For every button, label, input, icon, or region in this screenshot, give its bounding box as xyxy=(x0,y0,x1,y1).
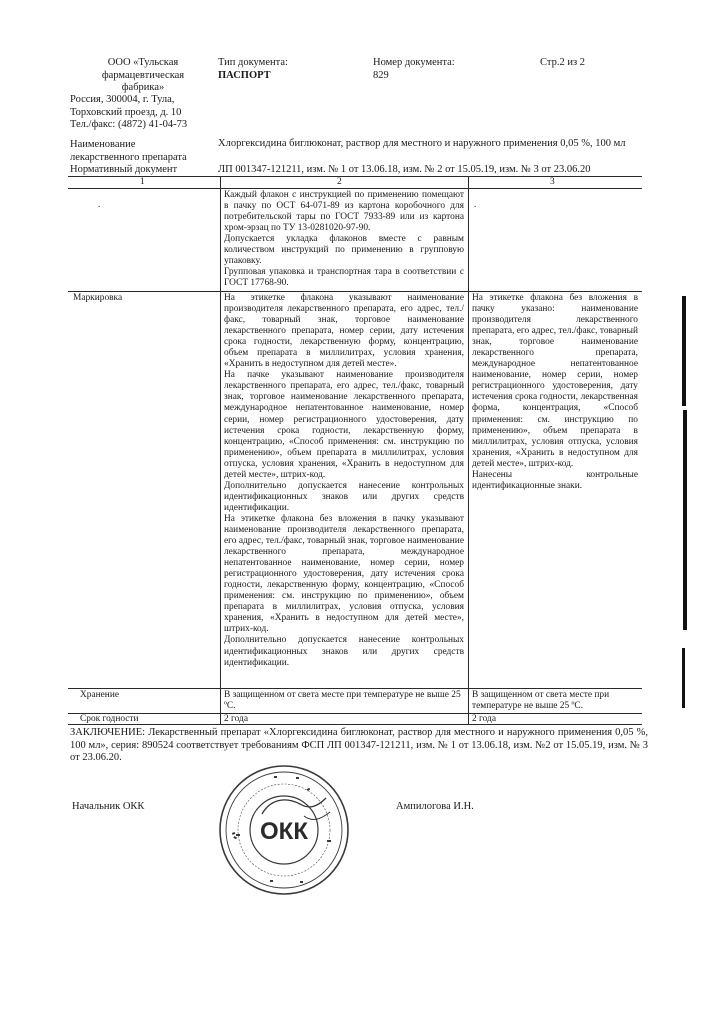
company-line-3: фабрика» xyxy=(121,82,165,93)
col-header-3: 3 xyxy=(550,177,555,187)
row2-col2-p4: На этикетке флакона без вложения в пачку указывают наименование производителя лекарственного препарата, его адрес, тел./факс, товарный знак, торговое наименование лекарственного препарата, международное непатентованное наименование, номер серии, номер регистрационного удостоверения, дату истечения срока годности, лекарственную форму, концентрацию, «Способ применения: см. инструкцию по применению», объем препарата в миллилитрах, условия отпуска, условия хранения, «Хранить в недоступном для детей месте», штрих-код. xyxy=(224,513,464,635)
table-row4-line xyxy=(68,713,642,714)
row2-col2-p2: На пачке указывают наименование производителя лекарственного препарата, его адрес, тел./факс, товарный знак, торговое наименование лекарственного препарата, международное непатентованное наименование, номер серии, номер регистрационного удостоверения, дату истечения срока годности, лекарственную форму, концентрацию, «Способ применения: см. инструкцию по применению», объем препарата в миллилитрах, условия отпуска, условия хранения, «Хранить в недоступном для детей месте», штрих-код. xyxy=(224,370,464,480)
row1-col2-p2: Допускается укладка флаконов вместе с равным количеством инструкций по применению в групповую упаковку. xyxy=(224,234,464,267)
doc-number-label: Номер документа: xyxy=(373,57,455,68)
company-line-2: фармацевтическая xyxy=(101,69,185,81)
scan-edge-bar-3 xyxy=(682,648,685,708)
row2-col2-p1: На этикетке флакона указывают наименование производителя лекарственного препарата, его адрес, тел./факс, товарный знак, торговое наименование лекарственного препарата, номер серии, дату истечения срока годности, лекарственную форму, концентрацию, объем препарата в миллилитрах, условия хранения, «Хранить в недоступном для детей месте». xyxy=(224,293,464,370)
row2-col1: Маркировка xyxy=(73,293,123,303)
scan-edge-bar-2 xyxy=(683,410,687,630)
row1-col1: . xyxy=(98,200,101,210)
row2-col3-p2: Нанесены контрольные идентификационные знаки. xyxy=(472,469,638,491)
scan-edge-bar-1 xyxy=(682,296,686,406)
address-line-2: Торховский проезд, д. 10 xyxy=(70,106,182,118)
company-line-1: ООО «Тульская xyxy=(107,57,179,68)
address-line-3: Тел./факс: (4872) 41-04-73 xyxy=(70,119,188,130)
table-header-bottom-line xyxy=(68,188,642,189)
row3-col3: В защищенном от света месте при температуре не выше 25 ºС. xyxy=(472,690,610,712)
row4-col1: Срок годности xyxy=(80,714,139,724)
signer-role: Начальник ОКК xyxy=(72,801,145,812)
page-number: Стр.2 из 2 xyxy=(540,57,585,68)
stamp-center-text: ОКК xyxy=(260,818,308,845)
table-top-line xyxy=(68,176,642,177)
drug-name: Хлоргексидина биглюконат, раствор для местного и наружного применения 0,05 %, 100 мл xyxy=(218,138,626,149)
col-header-2: 2 xyxy=(337,177,342,187)
table-bottom-line xyxy=(68,724,642,725)
row2-col2-p5: Дополнительно допускается нанесение контрольных идентификационных знаков или других средств идентификации. xyxy=(224,635,464,668)
company-name xyxy=(88,57,198,95)
conclusion: ЗАКЛЮЧЕНИЕ: Лекарственный препарат «Хлоргексидина биглюконат, раствор для местного и наружного применения 0,05 %, 100 мл», серия: 890524 соответствует требованиям ФСП ЛП 001347-121211, изм. № 1 от 13.06.18, изм. №2 от 15.05.19, изм. № 3 от 23.06.20. xyxy=(70,727,648,764)
row4-col2: 2 года xyxy=(224,714,248,724)
row3-col2: В защищенном от света месте при температуре не выше 25 ºС. xyxy=(224,690,461,712)
signer-name: Ампилогова И.Н. xyxy=(396,801,474,812)
row2-col2-p3: Дополнительно допускается нанесение контрольных идентификационных знаков или других средств идентификации. xyxy=(224,480,464,513)
col-header-1: 1 xyxy=(140,177,145,187)
normdoc-label: Нормативный документ xyxy=(70,164,178,175)
row3-col1: Хранение xyxy=(80,690,119,700)
table-row2-line xyxy=(68,291,642,292)
table-col-divider-2 xyxy=(468,176,469,724)
table-row3-line xyxy=(68,688,642,689)
company-address xyxy=(70,94,230,132)
normdoc: ЛП 001347-121211, изм. № 1 от 13.06.18, изм. № 2 от 15.05.19, изм. № 3 от 23.06.20 xyxy=(218,164,591,175)
row1-col2-p3: Групповая упаковка и транспортная тара в соответствии с ГОСТ 17768-90. xyxy=(224,267,464,289)
row1-col3: . xyxy=(474,200,477,210)
address-line-1: Россия, 300004, г. Тула, xyxy=(70,94,175,105)
row2-col3 xyxy=(472,293,638,492)
row4-col3: 2 года xyxy=(472,714,496,724)
doc-type: ПАСПОРТ xyxy=(218,70,271,81)
row1-col2 xyxy=(224,190,464,289)
row2-col3-p1: На этикетке флакона без вложения в пачку указано: наименование производителя лекарственного препарата, его адрес, тел./факс, товарный знак, торговое наименование лекарственного препарата, международное непатентованное наименование, номер серии, номер регистрационного удостоверения, дату истечения срока годности, лекарственная форма, концентрация, «Способ применения: см. инструкцию по применению», объем препарата в миллилитрах, условия отпуска, условия хранения, «Хранить в недоступном для детей месте», штрих-код. xyxy=(472,293,638,469)
okk-stamp xyxy=(214,760,354,900)
table-col-divider-1 xyxy=(220,176,221,724)
drug-label: Наименование лекарственного препарата xyxy=(70,139,187,163)
doc-number: 829 xyxy=(373,70,389,81)
row2-col2 xyxy=(224,293,464,669)
row1-col2-p1: Каждый флакон с инструкцией по применению помещают в пачку по ОСТ 64-071-89 из картона коробочного для потребительской тары по ГОСТ 7933-89 или из картона хром-эрзац по ТУ 13-0281020-97-90. xyxy=(224,190,464,234)
doc-type-label: Тип документа: xyxy=(218,57,288,68)
